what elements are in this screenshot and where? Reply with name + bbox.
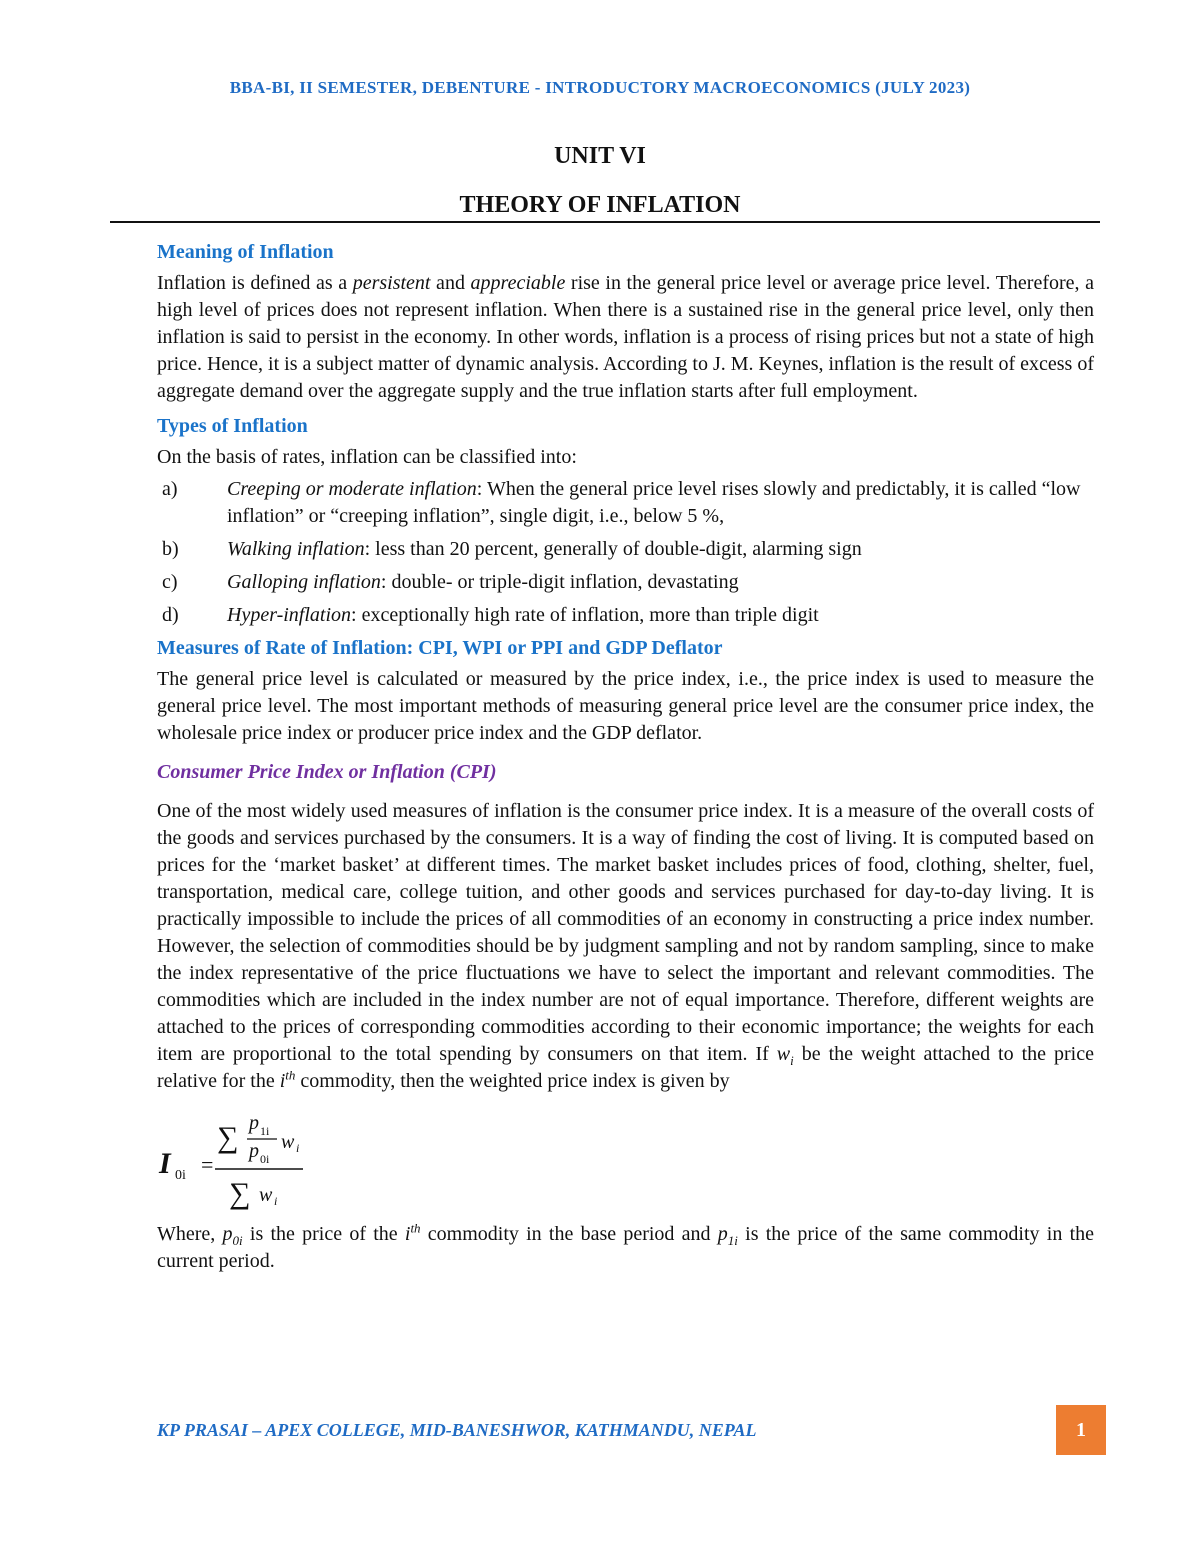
list-item: b) Walking inflation: less than 20 percent, generally of double-digit, alarming sign (162, 538, 862, 560)
where-paragraph: Where, $p_{0i}$ is the price of the $i^{th}$ commodity in the base period and $p_{1i}$ is the price of the same commodity in the current period. (157, 1220, 1094, 1272)
formula-sigma-numerator: ∑ (217, 1121, 239, 1154)
measures-heading: Measures of Rate of Inflation: CPI, WPI or PPI and GDP Deflator (157, 637, 723, 659)
formula-w-numerator-sub: i (296, 1141, 300, 1155)
formula-lhs-sub: 0i (175, 1168, 186, 1183)
list-item: d) Hyper-inflation: exceptionally high rate of inflation, more than triple digit (162, 604, 819, 626)
cpi-heading: Consumer Price Index or Inflation (CPI) (157, 761, 497, 783)
title-divider (110, 221, 1100, 223)
meaning-heading: Meaning of Inflation (157, 241, 334, 263)
formula-sigma-denominator: ∑ (229, 1177, 251, 1210)
formula-p1: p (249, 1112, 259, 1134)
unit-title: UNIT VI (554, 143, 646, 169)
formula-p0-sub: 0i (260, 1152, 270, 1166)
formula-w-denominator: w (259, 1184, 273, 1206)
types-intro: On the basis of rates, inflation can be classified into: (157, 446, 577, 468)
weighted-index-formula (157, 1103, 1094, 1215)
cpi-paragraph: One of the most widely used measures of inflation is the consumer price index. It is a measure of the overall costs of the goods and services purchased by the consumers. It is a way of finding the cost of living. It is computed based on prices for the ‘market basket’ at different times. The market basket includes prices of food, clothing, shelter, fuel, transportation, medical care, college tuition, and other goods and services purchased for day-to-day living. It is practically impossible to include the prices of all commodities of an economy in constructing a price index number. However, the selection of commodities should be by judgment sampling and not by random sampling, since to make the index representative of the price fluctuations we have to select the important and relevant commodities. The commodities which are included in the index number are not of equal importance. Therefore, different weights are attached to the prices of corresponding commodities according to their economic importance; the weights for each item are proportional to the total spending by consumers on that item. If $w_i$ be the weight attached to the price relative for the $i^{th}$ commodity, then the weighted price index is given by (157, 800, 1094, 1092)
footer-text: KP PRASAI – APEX COLLEGE, MID-BANESHWOR, KATHMANDU, NEPAL (157, 1420, 757, 1440)
list-item: c) Galloping inflation: double- or triple-digit inflation, devastating (162, 571, 739, 593)
list-item: a) Creeping or moderate inflation: When the general price level rises slowly and predictably, it is called “low inflation” or “creeping inflation”, single digit, i.e., below 5 %, (162, 478, 1081, 527)
types-list (157, 476, 1094, 629)
formula-equals: = (201, 1152, 214, 1177)
document-body (157, 236, 1094, 1275)
formula-w-denominator-sub: i (274, 1194, 278, 1208)
formula-w-numerator: w (281, 1131, 295, 1153)
chapter-title: THEORY OF INFLATION (459, 192, 741, 218)
formula-p1-sub: 1i (260, 1124, 270, 1138)
formula-graphic (157, 1103, 357, 1215)
formula-lhs-var: I (159, 1147, 171, 1180)
running-header: BBA-BI, II SEMESTER, DEBENTURE - INTRODUCTORY MACROECONOMICS (JULY 2023) (229, 78, 971, 97)
page-number-badge: 1 (1056, 1405, 1106, 1455)
measures-paragraph: The general price level is calculated or measured by the price index, i.e., the price index is used to measure the general price level. The most important methods of measuring general price level are the consumer price index, the wholesale price index or producer price index and the GDP deflator. (157, 668, 1094, 744)
formula-p0: p (249, 1140, 259, 1162)
meaning-paragraph: Inflation is defined as a persistent and appreciable rise in the general price level or average price level. Therefore, a high level of prices does not represent inflation. When there is a sustained rise in the general price level, only then inflation is said to persist in the economy. In other words, inflation is a process of rising prices but not a state of high price. Hence, it is a subject matter of dynamic analysis. According to J. M. Keynes, inflation is the result of excess of aggregate demand over the aggregate supply and the true inflation starts after full employment. (157, 272, 1094, 402)
types-heading: Types of Inflation (157, 415, 308, 437)
